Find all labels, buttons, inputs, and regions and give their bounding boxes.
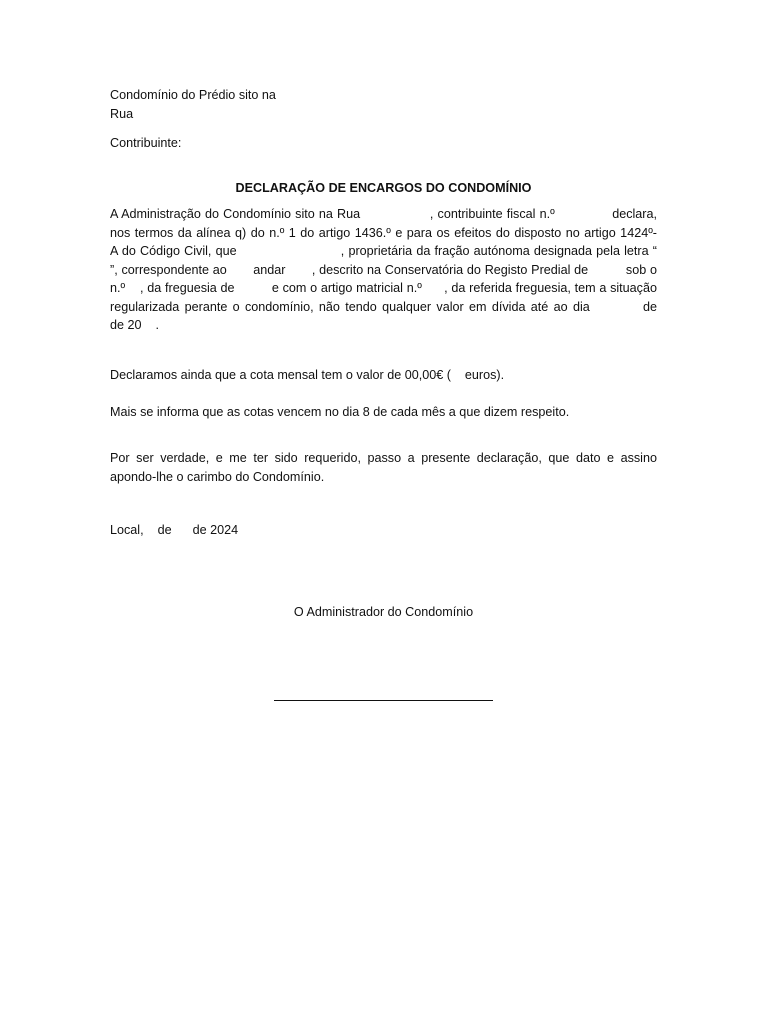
paragraph-line: ”, correspondente ao andar , descrito na Conservatória do Registo Predial de sob o: [110, 262, 657, 277]
paragraph-line: nos termos da alínea q) do n.º 1 do artigo 1436.º e para os efeitos do disposto no artigo 1424º-: [110, 225, 657, 240]
paragraph-line: Por ser verdade, e me ter sido requerido, passo a presente declaração, que dato e assino: [110, 451, 657, 465]
closing-paragraph: [110, 449, 657, 486]
paragraph-line: regularizada perante o condomínio, não tendo qualquer valor em dívida até ao dia de: [110, 299, 657, 314]
paragraph-line: de 20 .: [110, 318, 160, 332]
declaration-paragraph: [110, 205, 657, 335]
due-date-paragraph: Mais se informa que as cotas vencem no dia 8 de cada mês a que dizem respeito.: [110, 405, 570, 419]
header-address: [110, 86, 657, 123]
header-line-2: Rua: [110, 106, 134, 121]
header-line-1: Condomínio do Prédio sito na: [110, 88, 276, 102]
signature-line: [274, 700, 493, 701]
place-date-line: Local, de de 2024: [110, 523, 239, 537]
paragraph-line: n.º , da freguesia de e com o artigo matricial n.º , da referida freguesia, tem a situação: [110, 281, 657, 295]
document-title: DECLARAÇÃO DE ENCARGOS DO CONDOMÍNIO: [235, 181, 532, 195]
paragraph-line: A Administração do Condomínio sito na Rua , contribuinte fiscal n.º declara,: [110, 207, 657, 221]
paragraph-line: A do Código Civil, que , proprietária da fração autónoma designada pela letra “: [110, 244, 657, 258]
quota-paragraph: Declaramos ainda que a cota mensal tem o valor de 00,00€ ( euros).: [110, 368, 505, 382]
header-contribuinte: Contribuinte:: [110, 136, 182, 150]
signatory-title: O Administrador do Condomínio: [293, 605, 474, 619]
paragraph-line: apondo-lhe o carimbo do Condomínio.: [110, 469, 325, 484]
